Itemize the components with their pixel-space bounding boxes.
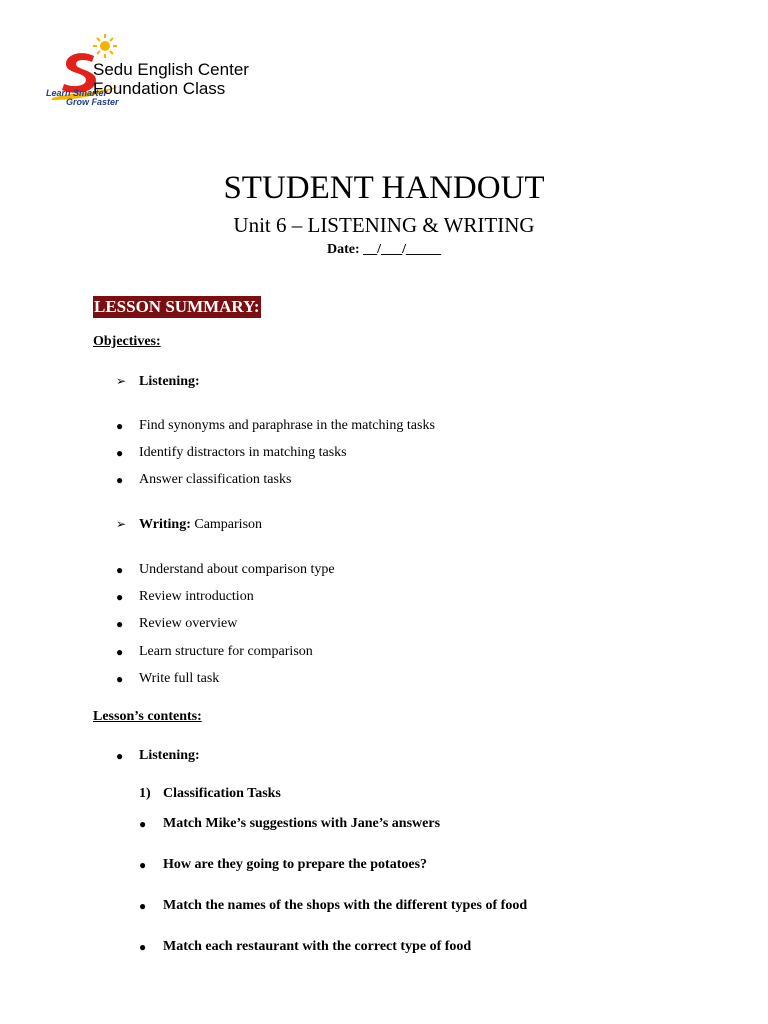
objectives-writing-line	[139, 516, 262, 534]
bullet-icon: ●	[139, 817, 147, 831]
writing-objective-item: Review introduction	[139, 589, 254, 604]
writing-objective-item: Learn structure for comparison	[139, 644, 313, 659]
objectives-heading: Objectives:	[93, 334, 161, 349]
unit-subtitle: Unit 6 – LISTENING & WRITING	[233, 213, 535, 237]
organization-block	[93, 60, 249, 98]
contents-listening-label: Listening:	[139, 748, 200, 763]
content-item: How are they going to prepare the potatoes?	[163, 857, 428, 872]
bullet-icon: ●	[116, 749, 124, 763]
bullet-icon: ●	[116, 590, 124, 604]
bullet-icon: ●	[116, 473, 124, 487]
sun-icon	[93, 34, 117, 58]
objectives-listening-label: Listening:	[139, 374, 200, 389]
bullet-icon: ●	[116, 563, 124, 577]
content-item: Match Mike’s suggestions with Jane’s answers	[163, 816, 441, 831]
bullet-icon: ●	[139, 899, 147, 913]
section-number: 1)	[139, 786, 151, 801]
logo-tagline-1: Learn Smarter	[46, 88, 108, 98]
bullet-icon: ●	[139, 940, 147, 954]
bullet-icon: ●	[116, 617, 124, 631]
arrow-bullet-icon: ➢	[116, 374, 127, 388]
listening-objective-item: Identify distractors in matching tasks	[139, 445, 347, 460]
content-item: Match the names of the shops with the different types of food	[163, 898, 528, 913]
s-letter-icon	[62, 53, 96, 93]
class-name: Foundation Class	[93, 79, 226, 98]
bullet-icon: ●	[116, 672, 124, 686]
writing-objective-item: Review overview	[139, 616, 238, 631]
arrow-bullet-icon: ➢	[116, 517, 127, 531]
bullet-icon: ●	[116, 645, 124, 659]
date-line: Date: __/___/_____	[327, 242, 441, 257]
writing-objective-item: Write full task	[139, 671, 220, 686]
section-title: Classification Tasks	[163, 786, 281, 801]
writing-topic: Camparison	[190, 517, 263, 532]
listening-objective-item: Answer classification tasks	[139, 472, 292, 487]
logo-tagline-2: Grow Faster	[66, 97, 119, 107]
bullet-icon: ●	[116, 446, 124, 460]
lesson-summary-label: LESSON SUMMARY:	[94, 297, 260, 316]
objectives-writing-label: Writing:	[139, 517, 191, 532]
contents-heading: Lesson’s contents:	[93, 709, 202, 724]
org-name: Sedu English Center	[93, 60, 249, 79]
bullet-icon: ●	[116, 419, 124, 433]
page-title: STUDENT HANDOUT	[223, 170, 545, 206]
bullet-icon: ●	[139, 858, 147, 872]
listening-objective-item: Find synonyms and paraphrase in the matching tasks	[139, 418, 435, 433]
writing-objective-item: Understand about comparison type	[139, 562, 335, 577]
content-item: Match each restaurant with the correct type of food	[163, 939, 472, 954]
